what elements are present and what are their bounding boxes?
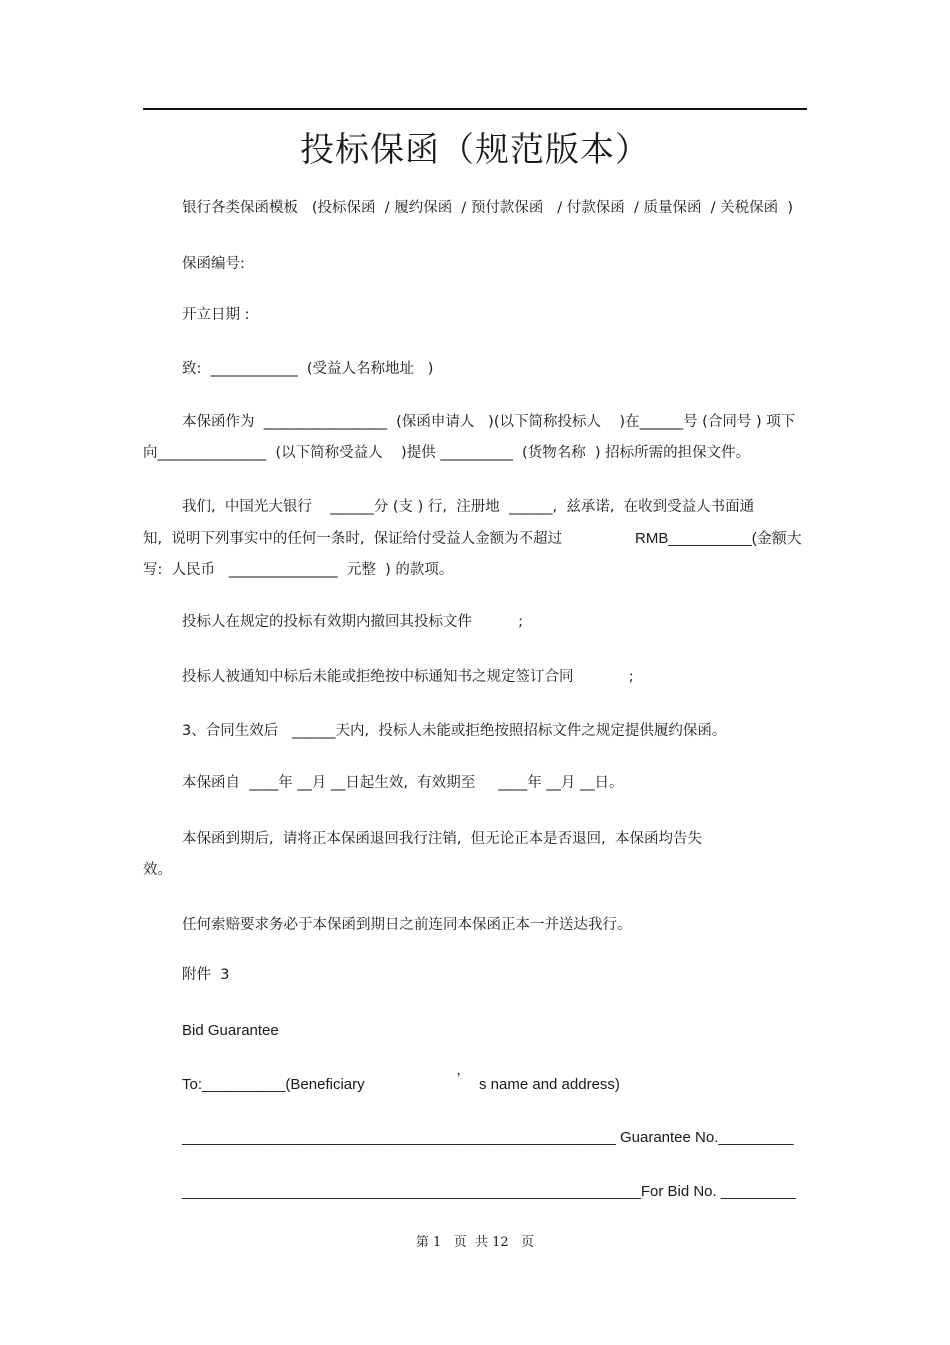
condition-item-3: 3、合同生效后 ______天内, 投标人未能或拒绝按照招标文件之规定提供履约保函。 [182, 723, 727, 739]
bid-guarantee-heading: Bid Guarantee [182, 1022, 279, 1039]
expiry-line-2: 效。 [143, 862, 172, 878]
paragraph-1-line-2: 向_______________ (以下简称受益人 )提供 __________ (货物名称 ) 招标所需的担保文件。 [143, 445, 751, 461]
en-guarantee-no-line: ____________________________________________________ Guarantee No._________ [182, 1129, 794, 1146]
paragraph-2-line-1: 我们, 中国光大银行 ______分 (支 ) 行, 注册地 ______, 兹承诺, 在收到受益人书面通 [182, 499, 755, 515]
en-to-line-end: s name and address) [479, 1076, 620, 1093]
condition-item-2: 投标人被通知中标后未能或拒绝按中标通知书之规定签订合同 ; [182, 669, 634, 685]
annex-label: 附件 3 [182, 967, 230, 983]
paragraph-2-rmb: RMB__________(金额大 [635, 530, 802, 547]
paragraph-2-line-2: 知, 说明下列事实中的任何一条时, 保证给付受益人金额为不超过 [143, 531, 563, 547]
en-to-apostrophe: ’ [457, 1070, 461, 1087]
document-title: 投标保函（规范版本） [300, 130, 650, 170]
issue-date-label: 开立日期 : [182, 307, 250, 323]
expiry-line-1: 本保函到期后, 请将正本保函退回我行注销, 但无论正本是否退回, 本保函均告失 [182, 831, 702, 847]
claims-line: 任何索赔要求务必于本保函到期日之前连同本保函正本一并送达我行。 [182, 917, 632, 933]
condition-item-1: 投标人在规定的投标有效期内撤回其投标文件 ; [182, 614, 523, 630]
addressee-line: 致: ____________ (受益人名称地址 ) [182, 361, 434, 377]
en-bid-no-line: _______________________________________________________For Bid No. _________ [182, 1183, 796, 1200]
validity-line: 本保函自 ____年 __月 __日起生效, 有效期至 ____年 __月 __日。 [182, 775, 624, 791]
paragraph-1-line-1: 本保函作为 _________________ (保函申请人 )(以下简称投标人 )在______号 (合同号 ) 项下 [182, 414, 796, 430]
page-footer: 第 1 页 共 12 页 [415, 1235, 535, 1250]
top-rule [143, 108, 807, 110]
template-list-line: 银行各类保函模板 (投标保函 / 履约保函 / 预付款保函 / 付款保函 / 质量保函 / 关税保函 ) [182, 200, 794, 216]
en-to-line: To:__________(Beneficiary [182, 1076, 365, 1093]
paragraph-2-line-3: 写: 人民币 _______________ 元整 ) 的款项。 [143, 562, 454, 578]
guarantee-number-label: 保函编号: [182, 256, 245, 272]
